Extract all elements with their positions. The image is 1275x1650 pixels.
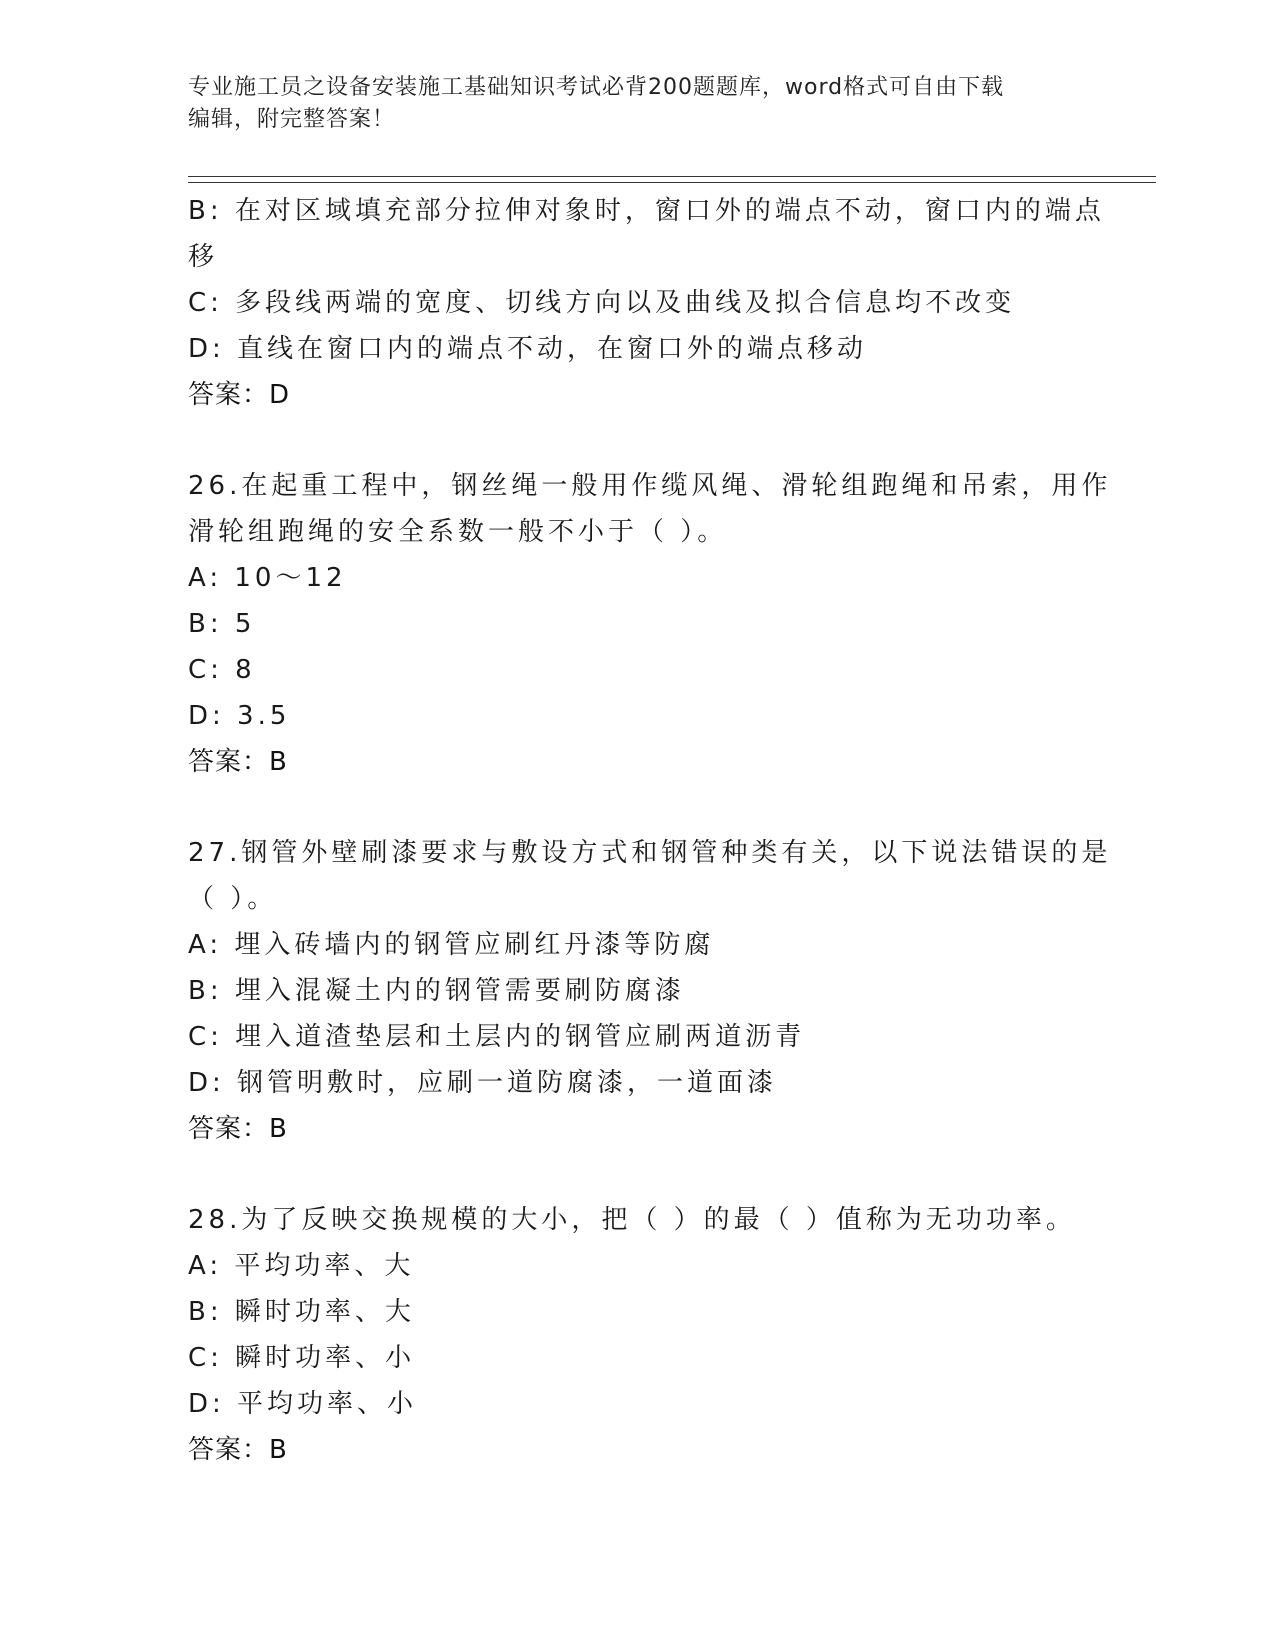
option-b-continued: 移 [188, 242, 219, 272]
question-stem: 27.钢管外壁刷漆要求与敷设方式和钢管种类有关，以下说法错误的是 [188, 838, 1112, 868]
question-25 [188, 188, 1105, 418]
option-d: D: 钢管明敷时，应刷一道防腐漆，一道面漆 [188, 1068, 778, 1098]
header-divider-bottom [188, 182, 1156, 183]
question-26 [188, 463, 1112, 785]
question-28 [188, 1197, 1088, 1473]
header-line-1: 专业施工员之设备安装施工基础知识考试必背200题题库，word格式可自由下载 [188, 75, 1005, 100]
spacer [188, 418, 1088, 463]
option-d: D: 平均功率、小 [188, 1389, 418, 1419]
header-divider-top [188, 176, 1156, 177]
question-27 [188, 830, 1112, 1152]
spacer [188, 785, 1088, 830]
option-c: C: 8 [188, 655, 256, 685]
option-b: B: 在对区域填充部分拉伸对象时，窗口外的端点不动，窗口内的端点 [188, 196, 1105, 226]
option-b: B: 5 [188, 609, 256, 639]
answer-line: 答案：D [188, 380, 291, 410]
question-stem-continued: （ ）。 [188, 884, 278, 914]
option-a: A: 平均功率、大 [188, 1251, 415, 1281]
question-stem-continued: 滑轮组跑绳的安全系数一般不小于（ ）。 [188, 517, 728, 547]
question-stem: 28.为了反映交换规模的大小，把（ ）的最（ ）值称为无功功率。 [188, 1205, 1076, 1235]
option-c: C: 瞬时功率、小 [188, 1343, 416, 1373]
spacer [188, 1152, 1088, 1197]
option-a: A: 埋入砖墙内的钢管应刷红丹漆等防腐 [188, 930, 715, 960]
option-b: B: 瞬时功率、大 [188, 1297, 415, 1327]
question-stem: 26.在起重工程中，钢丝绳一般用作缆风绳、滑轮组跑绳和吊索，用作 [188, 471, 1112, 501]
document-header [188, 72, 1068, 136]
question-list [188, 188, 1112, 1473]
option-a: A: 10～12 [188, 563, 347, 593]
option-b: B: 埋入混凝土内的钢管需要刷防腐漆 [188, 976, 685, 1006]
option-d: D: 直线在窗口内的端点不动，在窗口外的端点移动 [188, 334, 868, 364]
header-line-2: 编辑，附完整答案！ [188, 107, 396, 132]
answer-line: 答案：B [188, 747, 288, 777]
option-c: C: 埋入道渣垫层和土层内的钢管应刷两道沥青 [188, 1022, 806, 1052]
option-c: C: 多段线两端的宽度、切线方向以及曲线及拟合信息均不改变 [188, 288, 1016, 318]
option-d: D: 3.5 [188, 701, 291, 731]
answer-line: 答案：B [188, 1435, 288, 1465]
answer-line: 答案：B [188, 1114, 288, 1144]
